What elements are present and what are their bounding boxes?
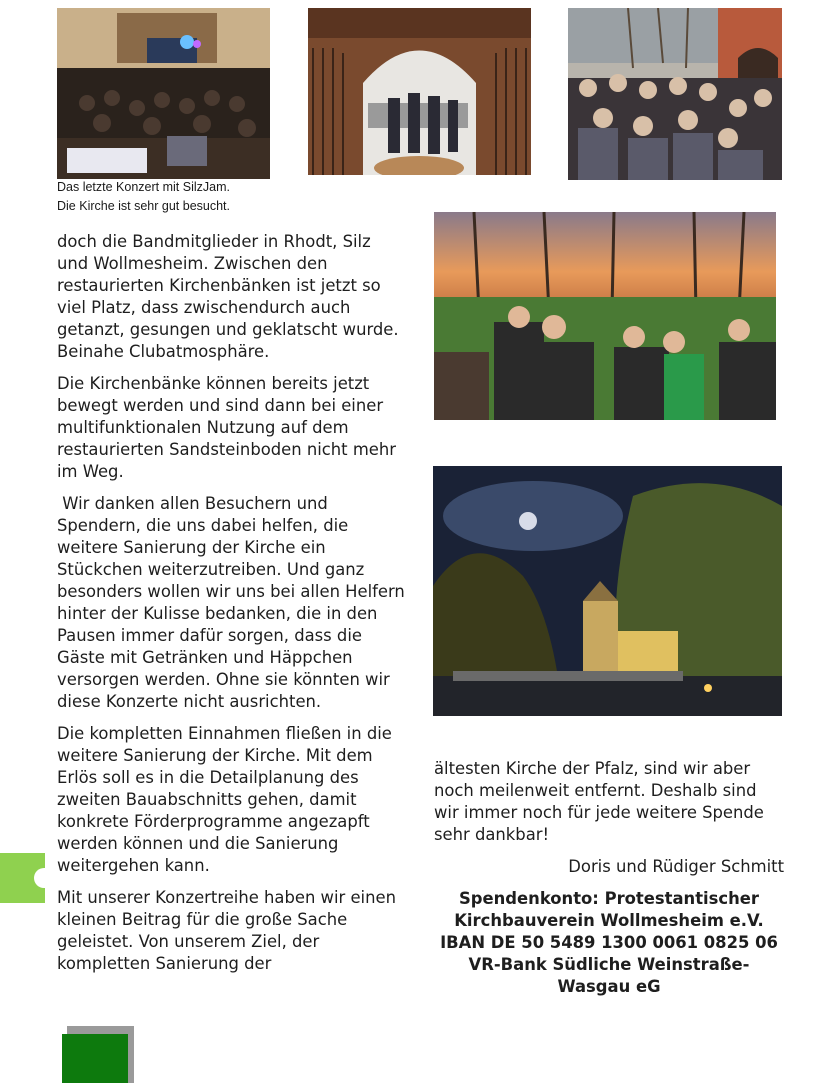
church-night-photo [433, 466, 782, 716]
caption-line-1: Das letzte Konzert mit SilzJam. [57, 180, 230, 194]
page-marker [62, 1034, 128, 1083]
church-gate-photo [308, 8, 531, 175]
caption-line-2: Die Kirche ist sehr gut besucht. [57, 199, 230, 213]
paragraph: Mit unserer Konzertreihe haben wir einen kleinen Beitrag für die große Sache geleistet. Von unserem Ziel, der kompletten Sanierung der [57, 888, 396, 973]
bank-line-iban: IBAN DE 50 5489 1300 0061 0825 06 [440, 933, 778, 952]
signature: Doris und Rüdiger Schmitt [568, 857, 784, 876]
right-text-column [434, 758, 784, 998]
bank-line-bank: VR-Bank Südliche Weinstraße-Wasgau eG [468, 955, 750, 996]
paragraph: ältesten Kirche der Pfalz, sind wir aber noch meilenweit entfernt. Deshalb sind wir immer noch für jede weitere Spende sehr dankbar! [434, 759, 764, 844]
crowd-outside-photo [568, 8, 782, 180]
photo-caption [57, 178, 297, 216]
paragraph: Wir danken allen Besuchern und Spendern, die uns dabei helfen, die weitere Sanierung der Kirche ein Stückchen weiterzutreiben. Und ganz besonders wollen wir uns bei allen Helfern hinter der Kulisse bedanken, die in den Pausen immer dafür sorgen, dass die Gäste mit Getränken und Häppchen versorgen werden. Ohne sie könnten wir diese Konzerte nicht ausrichten. [57, 494, 411, 711]
paragraph: Die Kirchenbänke können bereits jetzt bewegt werden und sind dann bei einer multifunktionalen Nutzung auf dem restaurierten Sandsteinboden nicht mehr im Weg. [57, 374, 396, 481]
left-text-column [57, 231, 411, 985]
bank-line-account: Spendenkonto: Protestantischer Kirchbauverein Wollmesheim e.V. [454, 889, 764, 930]
paragraph: doch die Bandmitglieder in Rhodt, Silz und Wollmesheim. Zwischen den restaurierten Kirchenbänken ist jetzt so viel Platz, dass zwischendurch auch getanzt, gesungen und geklatscht wurde. Beinahe Clubatmosphäre. [57, 232, 399, 361]
garden-gathering-photo [434, 212, 776, 420]
concert-photo [57, 8, 270, 179]
donation-account [434, 888, 784, 998]
page-tab-marker [0, 853, 45, 903]
paragraph: Die kompletten Einnahmen fließen in die weitere Sanierung der Kirche. Mit dem Erlös soll es in die Detailplanung des zweiten Bauabschnitts gehen, damit konkrete Förderprogramme angezapft werden können und die Sanierung weitergehen kann. [57, 724, 392, 875]
